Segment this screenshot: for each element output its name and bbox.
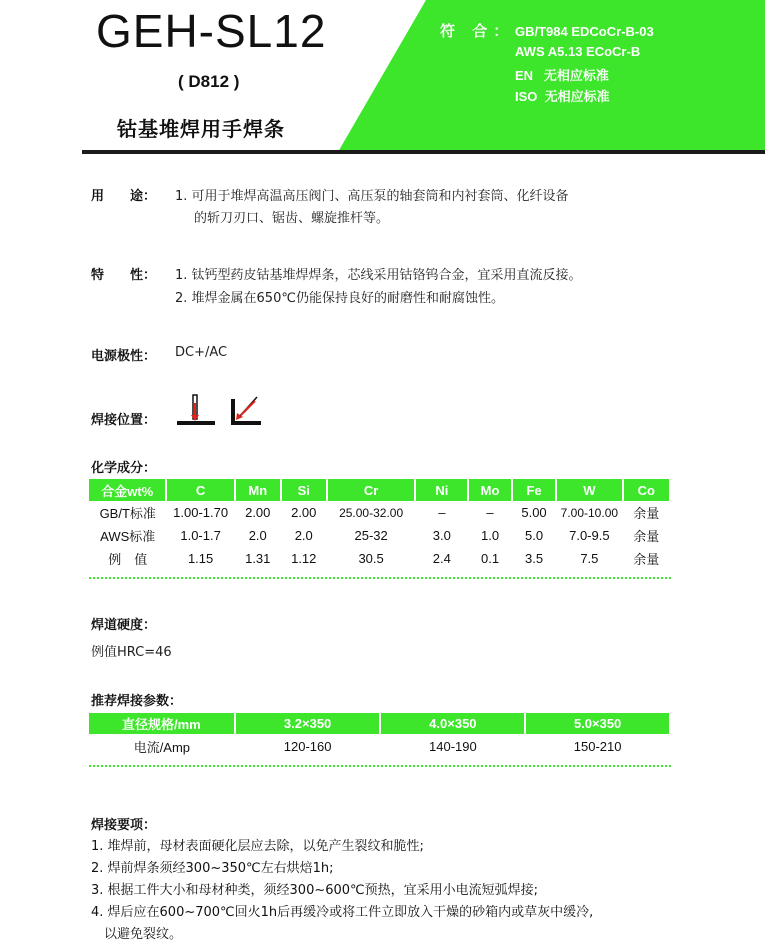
notes-list [91, 836, 593, 946]
hardness-value: 例值HRC=46 [91, 645, 172, 660]
params-table [89, 713, 671, 758]
table-cell: – [486, 505, 494, 520]
standard-gb: GB/T984 EDCoCr-B-03 [515, 24, 654, 39]
table-cell: 0.1 [481, 551, 500, 566]
params-divider [89, 765, 671, 767]
table-cell: – [438, 505, 446, 520]
table-cell: 25.00-32.00 [339, 505, 404, 520]
table-cell: 140-190 [429, 738, 477, 754]
header-rule [82, 150, 765, 154]
params-header: 4.0×350 [380, 713, 525, 734]
table-cell: 7.0-9.5 [569, 528, 610, 543]
composition-header: Cr [327, 479, 416, 501]
composition-label: 化学成分： [91, 461, 157, 476]
table-cell: 7.5 [580, 551, 599, 566]
table-cell: 25-32 [354, 528, 388, 543]
position-label: 焊接位置： [91, 413, 157, 428]
list-item: 4. 焊后应在600~700℃回火1h后再缓冷或将工件立即放入干燥的砂箱内或草灰中缓冷, [91, 905, 594, 920]
table-cell: 1.00-1.70 [173, 505, 229, 520]
features-line-2: 2. 堆焊金属在650℃仍能保持良好的耐磨性和耐腐蚀性。 [175, 291, 504, 306]
list-item: 以避免裂纹。 [91, 927, 183, 942]
table-cell: 2.00 [245, 505, 271, 520]
table-cell: 2.4 [432, 551, 451, 566]
table-cell: 3.0 [432, 528, 451, 543]
params-label: 推荐焊接参数： [91, 694, 183, 709]
params-header: 直径规格/mm [89, 713, 235, 734]
table-cell: GB/T标准 [99, 506, 156, 521]
table-cell: 150-210 [573, 738, 622, 754]
standard-aws: AWS A5.13 ECoCr-B [515, 44, 641, 59]
params-header-row [89, 713, 670, 734]
composition-header: C [166, 479, 234, 501]
table-cell: 5.00 [521, 505, 547, 520]
params-header: 3.2×350 [235, 713, 381, 734]
composition-header: Co [623, 479, 670, 501]
fillet-position-icon [231, 397, 261, 425]
table-row [89, 734, 670, 758]
features-label: 特 性： [91, 268, 157, 283]
polarity-label: 电源极性： [91, 349, 157, 364]
table-cell: 余量 [633, 529, 660, 544]
table-cell: 余量 [633, 552, 660, 567]
table-cell: 2.00 [291, 505, 317, 520]
composition-header: Mo [468, 479, 512, 501]
composition-header: W [556, 479, 622, 501]
composition-header: Mn [235, 479, 281, 501]
standards-label: 符 合： [440, 22, 515, 40]
table-cell: 1.0-1.7 [180, 528, 221, 543]
usage-line-2: 的斩刀刃口、锯齿、螺旋推杆等。 [194, 211, 390, 226]
welding-position-icons [175, 393, 265, 429]
usage-label: 用 途： [91, 189, 157, 204]
list-item: 3. 根据工件大小和母材种类，须经300~600℃预热，宜采用小电流短弧焊接; [91, 883, 539, 898]
table-row [89, 501, 670, 524]
table-cell: 2.0 [248, 528, 267, 543]
table-cell: 5.0 [524, 528, 544, 543]
table-cell: 7.00-10.00 [560, 505, 619, 520]
composition-header: Si [281, 479, 327, 501]
composition-header: 合金wt% [89, 479, 166, 501]
standard-iso: ISO 无相应标准 [515, 89, 610, 104]
table-cell: 2.0 [294, 528, 313, 543]
polarity-value: DC+/AC [175, 345, 228, 360]
composition-header-row [89, 479, 670, 501]
table-cell: 余量 [633, 506, 660, 521]
table-cell: 3.5 [524, 551, 544, 566]
params-header: 5.0×350 [525, 713, 670, 734]
table-cell: 例 值 [108, 552, 148, 567]
table-cell: 1.12 [291, 551, 317, 566]
composition-table [89, 479, 671, 570]
usage-line-1: 1. 可用于堆焊高温高压阀门、高压泵的轴套筒和内衬套筒、化纤设备 [175, 189, 569, 204]
composition-divider [89, 577, 671, 579]
table-cell: 120-160 [283, 738, 332, 754]
table-cell: AWS标准 [100, 529, 156, 544]
list-item: 2. 焊前焊条须经300~350℃左右烘焙1h; [91, 861, 334, 876]
header [0, 0, 765, 152]
product-code: ( D812 ) [178, 72, 240, 91]
composition-header: Fe [512, 479, 556, 501]
table-cell: 30.5 [358, 551, 384, 566]
standard-en: EN 无相应标准 [515, 68, 609, 83]
table-cell: 1.15 [187, 551, 214, 566]
table-cell: 1.31 [245, 551, 271, 566]
table-cell: 电流/Amp [133, 739, 191, 755]
list-item: 1. 堆焊前，母材表面硬化层应去除，以免产生裂纹和脆性; [91, 839, 424, 854]
hardness-label: 焊道硬度： [91, 618, 157, 633]
notes-label: 焊接要项： [91, 818, 157, 833]
table-row [89, 547, 670, 570]
table-row [89, 524, 670, 547]
product-model: GEH-SL12 [96, 5, 327, 57]
table-cell: 1.0 [481, 528, 500, 543]
composition-header: Ni [415, 479, 468, 501]
features-line-1: 1. 钛钙型药皮钴基堆焊焊条，芯线采用钴铬钨合金，宜采用直流反接。 [175, 268, 582, 283]
flat-position-icon [177, 395, 215, 425]
product-name: 钴基堆焊用手焊条 [117, 117, 285, 141]
